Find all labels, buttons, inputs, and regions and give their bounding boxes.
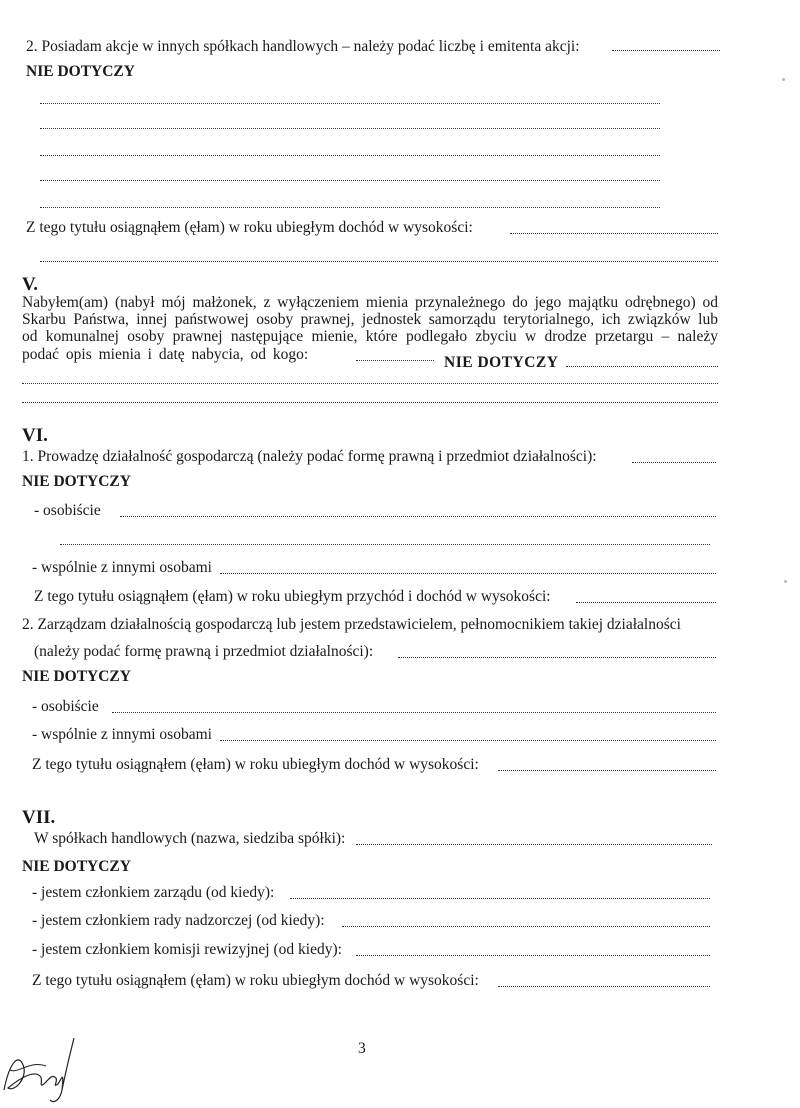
board-member-field[interactable] [290, 898, 710, 899]
shares-item-label: 2. Posiadam akcje w innych spółkach handlowych – należy podać liczbę i emitenta akcji: [26, 38, 580, 55]
section-heading-v: V. [22, 274, 39, 295]
property-acquisition-last-line: podać opis mienia i datę nabycia, od kogo: [22, 346, 309, 363]
shares-item-field[interactable] [612, 50, 720, 51]
shares-income-label: Z tego tytułu osiągnąłem (ęłam) w roku ubiegłym dochód w wysokości: [26, 219, 473, 236]
business-income-label: Z tego tytułu osiągnąłem (ęłam) w roku ubiegłym przychód i dochód w wysokości: [34, 588, 551, 605]
shares-income-field[interactable] [510, 233, 718, 234]
audit-committee-field[interactable] [356, 955, 710, 956]
companies-label: W spółkach handlowych (nazwa, siedziba spółki): [34, 830, 346, 847]
shares-income-line[interactable] [40, 261, 718, 262]
section-heading-vii: VII. [22, 807, 56, 828]
not-applicable-note: NIE DOTYCZY [444, 354, 559, 371]
supervisory-board-field[interactable] [342, 926, 710, 927]
personally-field[interactable] [120, 516, 716, 517]
paragraph-line: od komunalnej osoby prawnej następujące mienie, które podlegało zbyciu w drodze przetargu – należy [22, 328, 718, 345]
personally-label: - osobiście [32, 698, 99, 715]
companies-field[interactable] [356, 844, 712, 845]
property-detail-line[interactable] [22, 402, 718, 403]
business-item-field[interactable] [632, 462, 716, 463]
management-income-field[interactable] [498, 770, 716, 771]
not-applicable-note: NIE DOTYCZY [22, 668, 131, 685]
property-field[interactable] [566, 366, 718, 367]
business-income-field[interactable] [576, 602, 716, 603]
audit-committee-label: - jestem członkiem komisji rewizyjnej (od kiedy): [32, 941, 342, 958]
shares-detail-line[interactable] [40, 207, 660, 208]
jointly-field[interactable] [220, 740, 716, 741]
scan-speck [784, 580, 787, 583]
management-item-label-cont: (należy podać formę prawną i przedmiot działalności): [34, 643, 374, 660]
signature-image [0, 1030, 90, 1108]
shares-detail-line[interactable] [40, 103, 660, 104]
not-applicable-note: NIE DOTYCZY [22, 858, 131, 875]
personally-field-line[interactable] [60, 544, 710, 545]
shares-detail-line[interactable] [40, 128, 660, 129]
board-member-label: - jestem członkiem zarządu (od kiedy): [32, 884, 275, 901]
companies-income-label: Z tego tytułu osiągnąłem (ęłam) w roku ubiegłym dochód w wysokości: [32, 972, 479, 989]
jointly-label: - wspólnie z innymi osobami [32, 726, 212, 743]
page-number: 3 [358, 1040, 366, 1057]
shares-detail-line[interactable] [40, 155, 660, 156]
property-detail-line[interactable] [22, 383, 718, 384]
jointly-field[interactable] [220, 573, 716, 574]
scan-speck [782, 78, 785, 81]
not-applicable-note: NIE DOTYCZY [26, 63, 135, 80]
paragraph-line: Nabyłem(am) (nabył mój małżonek, z wyłączeniem mienia przynależnego do jego majątku odrębnego) od [22, 294, 718, 311]
paragraph-line: Skarbu Państwa, innej państwowej osoby prawnej, jednostek samorządu terytorialnego, ich związków lub [22, 311, 718, 328]
management-income-label: Z tego tytułu osiągnąłem (ęłam) w roku ubiegłym dochód w wysokości: [32, 756, 479, 773]
personally-field[interactable] [112, 712, 716, 713]
property-field[interactable] [356, 360, 434, 361]
not-applicable-note: NIE DOTYCZY [22, 473, 131, 490]
management-item-label: 2. Zarządzam działalnością gospodarczą lub jestem przedstawicielem, pełnomocnikiem takiej działalności [22, 616, 681, 633]
personally-label: - osobiście [34, 502, 101, 519]
property-acquisition-paragraph [22, 294, 718, 345]
jointly-label: - wspólnie z innymi osobami [32, 559, 212, 576]
supervisory-board-label: - jestem członkiem rady nadzorczej (od kiedy): [32, 912, 325, 929]
shares-detail-line[interactable] [40, 180, 660, 181]
companies-income-field[interactable] [498, 986, 710, 987]
management-item-field[interactable] [398, 657, 716, 658]
section-heading-vi: VI. [22, 425, 48, 446]
business-item-label: 1. Prowadzę działalność gospodarczą (należy podać formę prawną i przedmiot działalności): [22, 448, 597, 465]
